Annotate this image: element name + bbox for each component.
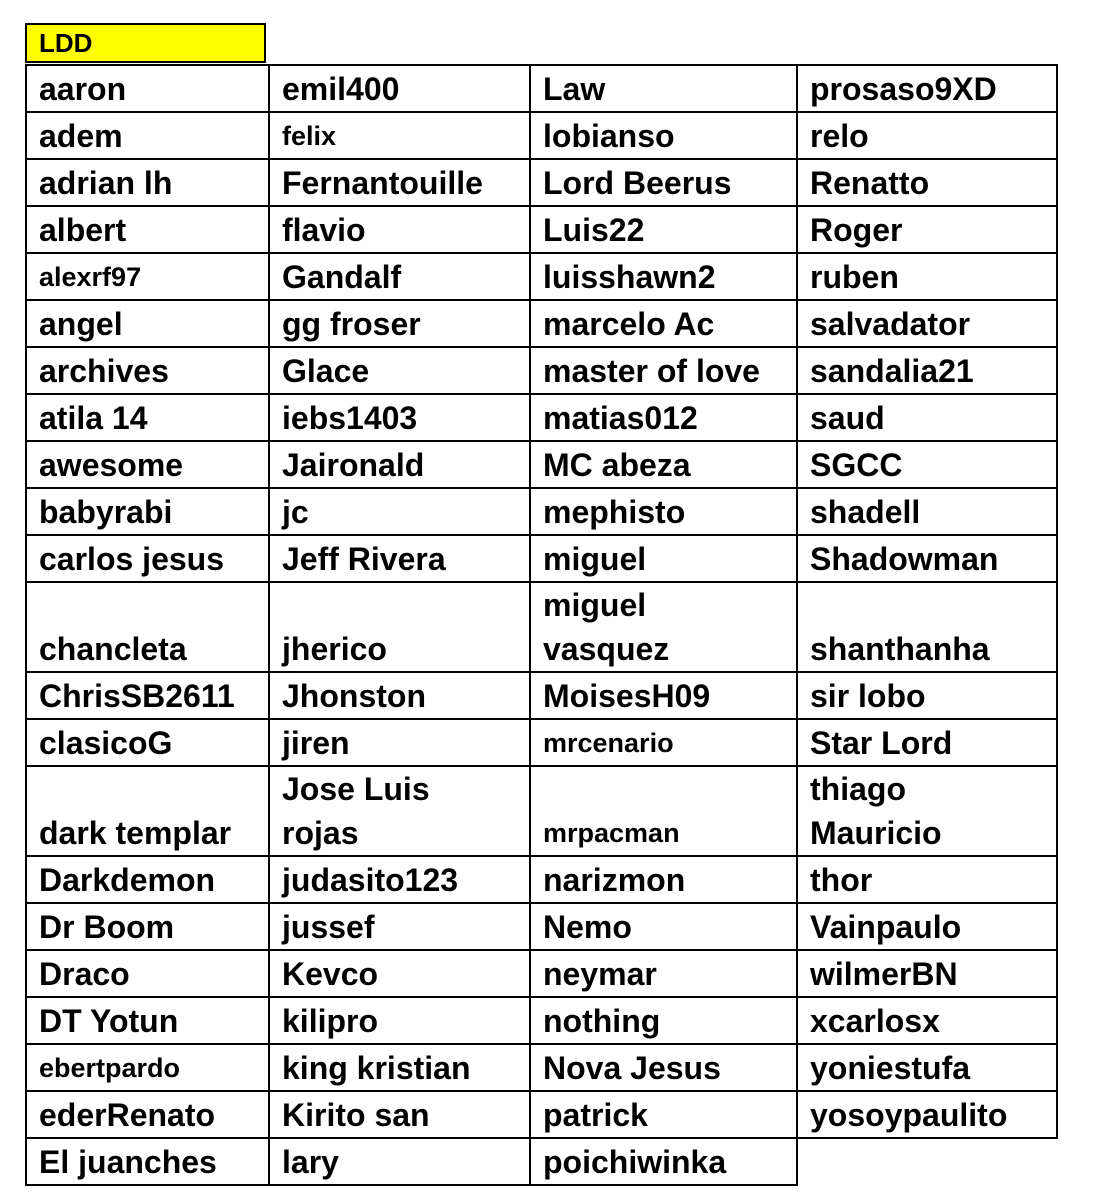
- name-cell: Nova Jesus: [530, 1044, 797, 1091]
- table-row: [26, 159, 1057, 206]
- table-row: [26, 997, 1057, 1044]
- name-cell: Law: [530, 65, 797, 112]
- table-row: [26, 394, 1057, 441]
- name-cell: sandalia21: [797, 347, 1057, 394]
- name-cell: saud: [797, 394, 1057, 441]
- name-cell: jussef: [269, 903, 530, 950]
- name-cell: ebertpardo: [26, 1044, 269, 1091]
- name-cell: felix: [269, 112, 530, 159]
- table-row: [26, 719, 1057, 766]
- name-table: [25, 64, 1058, 1186]
- name-cell: carlos jesus: [26, 535, 269, 582]
- table-row: [26, 300, 1057, 347]
- name-cell: [797, 1138, 1057, 1185]
- name-cell: adrian lh: [26, 159, 269, 206]
- table-row: [26, 903, 1057, 950]
- name-cell: angel: [26, 300, 269, 347]
- name-cell: Jhonston: [269, 672, 530, 719]
- name-cell: Vainpaulo: [797, 903, 1057, 950]
- table-row: [26, 1091, 1057, 1138]
- name-cell: Jose Luis rojas: [269, 766, 530, 856]
- table-row: [26, 253, 1057, 300]
- name-cell: ruben: [797, 253, 1057, 300]
- name-cell: ederRenato: [26, 1091, 269, 1138]
- table-row: [26, 206, 1057, 253]
- name-cell: El juanches: [26, 1138, 269, 1185]
- name-cell: Kevco: [269, 950, 530, 997]
- name-cell: poichiwinka: [530, 1138, 797, 1185]
- name-cell: jc: [269, 488, 530, 535]
- name-cell: luisshawn2: [530, 253, 797, 300]
- name-cell: mephisto: [530, 488, 797, 535]
- name-cell: archives: [26, 347, 269, 394]
- name-cell: miguel: [530, 535, 797, 582]
- name-cell: clasicoG: [26, 719, 269, 766]
- name-cell: Luis22: [530, 206, 797, 253]
- name-cell: kilipro: [269, 997, 530, 1044]
- name-cell: adem: [26, 112, 269, 159]
- name-cell: MoisesH09: [530, 672, 797, 719]
- name-cell: emil400: [269, 65, 530, 112]
- name-cell: yoniestufa: [797, 1044, 1057, 1091]
- table-row: [26, 766, 1057, 856]
- name-cell: judasito123: [269, 856, 530, 903]
- name-cell: Renatto: [797, 159, 1057, 206]
- name-cell: xcarlosx: [797, 997, 1057, 1044]
- name-cell: matias012: [530, 394, 797, 441]
- table-row: [26, 856, 1057, 903]
- name-cell: albert: [26, 206, 269, 253]
- name-cell: Fernantouille: [269, 159, 530, 206]
- name-cell: lobianso: [530, 112, 797, 159]
- name-cell: awesome: [26, 441, 269, 488]
- name-cell: salvadator: [797, 300, 1057, 347]
- name-cell: Nemo: [530, 903, 797, 950]
- table-row: [26, 950, 1057, 997]
- name-cell: alexrf97: [26, 253, 269, 300]
- table-row: [26, 347, 1057, 394]
- table-row: [26, 535, 1057, 582]
- table-row: [26, 582, 1057, 672]
- name-cell: Glace: [269, 347, 530, 394]
- name-cell: shanthanha: [797, 582, 1057, 672]
- name-cell: SGCC: [797, 441, 1057, 488]
- table-row: [26, 672, 1057, 719]
- name-cell: yosoypaulito: [797, 1091, 1057, 1138]
- name-cell: dark templar: [26, 766, 269, 856]
- table-row: [26, 488, 1057, 535]
- table-row: [26, 1044, 1057, 1091]
- name-cell: mrcenario: [530, 719, 797, 766]
- name-cell: atila 14: [26, 394, 269, 441]
- name-cell: babyrabi: [26, 488, 269, 535]
- table-row: [26, 1138, 1057, 1185]
- name-cell: thor: [797, 856, 1057, 903]
- name-cell: Dr Boom: [26, 903, 269, 950]
- name-cell: marcelo Ac: [530, 300, 797, 347]
- name-cell: jherico: [269, 582, 530, 672]
- name-cell: DT Yotun: [26, 997, 269, 1044]
- table-row: [26, 65, 1057, 112]
- name-cell: jiren: [269, 719, 530, 766]
- name-cell: flavio: [269, 206, 530, 253]
- name-cell: Kirito san: [269, 1091, 530, 1138]
- name-cell: lary: [269, 1138, 530, 1185]
- name-cell: Lord Beerus: [530, 159, 797, 206]
- name-cell: Jaironald: [269, 441, 530, 488]
- list-title: LDD: [25, 23, 266, 63]
- name-cell: ChrisSB2611: [26, 672, 269, 719]
- name-cell: Gandalf: [269, 253, 530, 300]
- name-cell: Star Lord: [797, 719, 1057, 766]
- name-cell: chancleta: [26, 582, 269, 672]
- name-cell: Shadowman: [797, 535, 1057, 582]
- name-cell: shadell: [797, 488, 1057, 535]
- name-cell: neymar: [530, 950, 797, 997]
- table-row: [26, 441, 1057, 488]
- name-cell: mrpacman: [530, 766, 797, 856]
- table-row: [26, 112, 1057, 159]
- name-cell: nothing: [530, 997, 797, 1044]
- name-cell: wilmerBN: [797, 950, 1057, 997]
- name-cell: Roger: [797, 206, 1057, 253]
- name-cell: thiago Mauricio: [797, 766, 1057, 856]
- name-cell: patrick: [530, 1091, 797, 1138]
- name-cell: narizmon: [530, 856, 797, 903]
- name-cell: Darkdemon: [26, 856, 269, 903]
- name-cell: king kristian: [269, 1044, 530, 1091]
- name-cell: prosaso9XD: [797, 65, 1057, 112]
- name-cell: aaron: [26, 65, 269, 112]
- name-cell: relo: [797, 112, 1057, 159]
- name-cell: sir lobo: [797, 672, 1057, 719]
- name-cell: MC abeza: [530, 441, 797, 488]
- name-cell: gg froser: [269, 300, 530, 347]
- name-cell: Jeff Rivera: [269, 535, 530, 582]
- name-cell: master of love: [530, 347, 797, 394]
- name-cell: miguel vasquez: [530, 582, 797, 672]
- name-cell: iebs1403: [269, 394, 530, 441]
- name-cell: Draco: [26, 950, 269, 997]
